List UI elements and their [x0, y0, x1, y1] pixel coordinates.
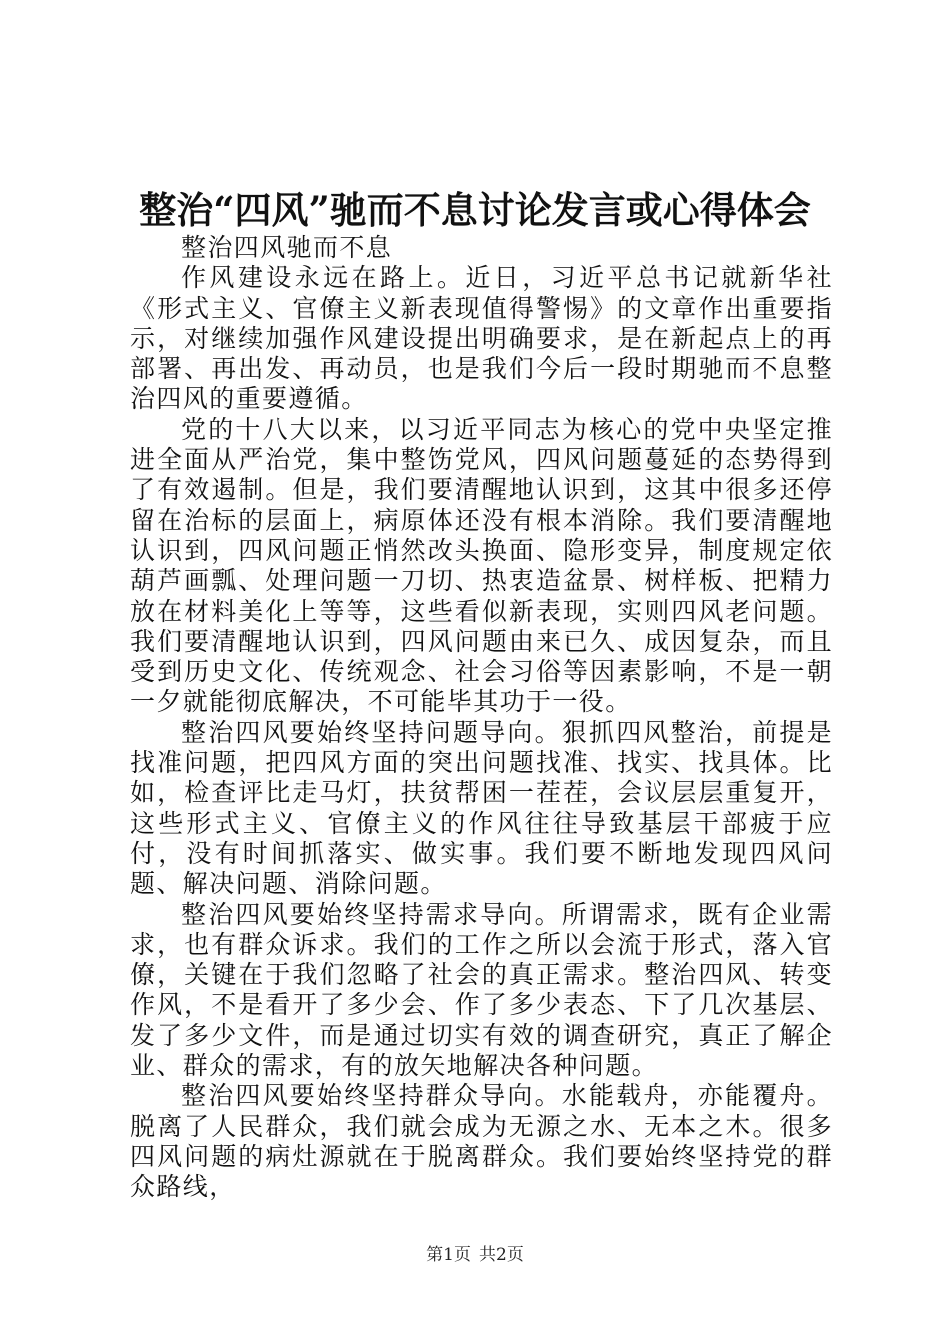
- page-footer: [0, 1243, 950, 1267]
- document-title: 整治“四风”驰而不息讨论发言或心得体会: [139, 188, 811, 232]
- document-subtitle: 整治四风驰而不息: [181, 233, 393, 262]
- paragraph-2: 党的十八大以来，以习近平同志为核心的党中央坚定推进全面从严治党，集中整饬党风，四风问题蔓延的态势得到了有效遏制。但是，我们要清醒地认识到，这其中很多还停留在治标的层面上，病原体还没有根本消除。我们要清醒地认识到，四风问题正悄然改头换面、隐形变异，制度规定依葫芦画瓢、处理问题一刀切、热衷造盆景、树样板、把精力放在材料美化上等等，这些看似新表现，实则四风老问题。我们要清醒地认识到，四风问题由来已久、成因复杂，而且受到历史文化、传统观念、社会习俗等因素影响，不是一朝一夕就能彻底解决，不可能毕其功于一役。: [130, 414, 833, 717]
- paragraph-5: 整治四风要始终坚持群众导向。水能载舟，亦能覆舟。脱离了人民群众，我们就会成为无源之水、无本之木。很多四风问题的病灶源就在于脱离群众。我们要始终坚持党的群众路线，: [130, 1081, 833, 1202]
- document-body: [130, 233, 833, 1203]
- page-total: 共2页: [479, 1245, 524, 1265]
- page-number: 第1页: [426, 1245, 471, 1265]
- paragraph-1: 作风建设永远在路上。近日，习近平总书记就新华社《形式主义、官僚主义新表现值得警惕》的文章作出重要指示，对继续加强作风建设提出明确要求，是在新起点上的再部署、再出发、再动员，也是我们今后一段时期驰而不息整治四风的重要遵循。: [130, 263, 833, 414]
- paragraph-4: 整治四风要始终坚持需求导向。所谓需求，既有企业需求，也有群众诉求。我们的工作之所以会流于形式，落入官僚，关键在于我们忽略了社会的真正需求。整治四风、转变作风，不是看开了多少会、作了多少表态、下了几次基层、发了多少文件，而是通过切实有效的调查研究，真正了解企业、群众的需求，有的放矢地解决各种问题。: [130, 899, 833, 1081]
- paragraph-3: 整治四风要始终坚持问题导向。狠抓四风整治，前提是找准问题，把四风方面的突出问题找准、找实、找具体。比如，检查评比走马灯，扶贫帮困一茬茬，会议层层重复开，这些形式主义、官僚主义的作风往往导致基层干部疲于应付，没有时间抓落实、做实事。我们要不断地发现四风问题、解决问题、消除问题。: [130, 717, 833, 899]
